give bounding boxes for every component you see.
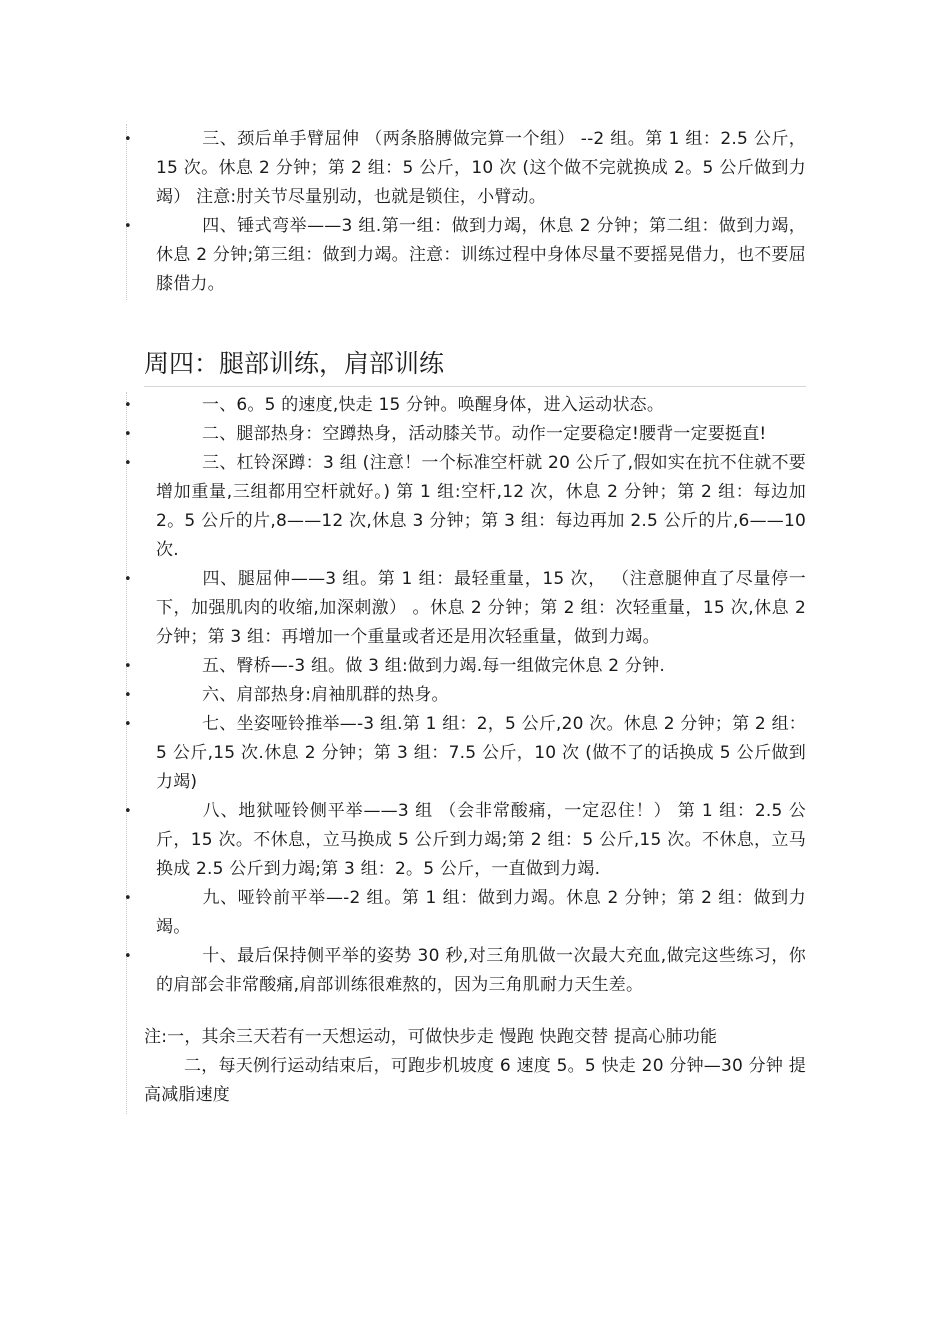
list-item-text: 四、腿屈伸——3 组。第 1 组：最轻重量，15 次， （注意腿伸直了尽量停一下，加强肌肉的收缩,加深刺激） 。休息 2 分钟；第 2 组：次轻重量，15 次,休息 2 分钟；第 3 组：再增加一个重量或者还是用次轻重量，做到力竭。 bbox=[156, 569, 806, 647]
bullet-icon: • bbox=[124, 659, 132, 674]
list-item bbox=[0, 942, 806, 1000]
bullet-icon: • bbox=[124, 398, 132, 413]
list-item-text: 九、哑铃前平举—-2 组。第 1 组：做到力竭。休息 2 分钟；第 2 组：做到力竭。 bbox=[156, 888, 806, 937]
exercise-list-thursday bbox=[0, 391, 950, 1000]
list-item bbox=[0, 449, 806, 565]
list-item bbox=[0, 125, 806, 212]
list-item bbox=[0, 884, 806, 942]
bullet-icon: • bbox=[124, 717, 132, 732]
bullet-icon: • bbox=[124, 219, 132, 234]
bullet-icon: • bbox=[124, 132, 132, 147]
list-item-text: 一、6。5 的速度,快走 15 分钟。唤醒身体，进入运动状态。 bbox=[202, 395, 665, 415]
list-item-text: 六、肩部热身:肩袖肌群的热身。 bbox=[202, 685, 449, 705]
list-item-text: 五、臀桥—-3 组。做 3 组:做到力竭.每一组做完休息 2 分钟. bbox=[202, 656, 665, 676]
note-paragraph-1: 注:一，其余三天若有一天想运动，可做快步走 慢跑 快跑交替 提高心肺功能 bbox=[144, 1027, 718, 1047]
exercise-list-top bbox=[0, 125, 950, 299]
list-item bbox=[0, 797, 806, 884]
bullet-icon: • bbox=[124, 804, 132, 819]
list-item-text: 四、锤式弯举——3 组.第一组：做到力竭，休息 2 分钟；第二组：做到力竭，休息 2 分钟;第三组：做到力竭。注意：训练过程中身体尽量不要摇晃借力，也不要屈膝借力。 bbox=[156, 216, 806, 294]
list-item-text: 三、杠铃深蹲：3 组 (注意！一个标准空杆就 20 公斤了,假如实在抗不住就不要增加重量,三组都用空杆就好。) 第 1 组:空杆,12 次，休息 2 分钟；第 2 组：每边加 2。5 公斤的片,8——12 次,休息 3 分钟；第 3 组：每边再加 2.5 公斤的片,6——10 次. bbox=[156, 453, 806, 560]
bullet-icon: • bbox=[124, 456, 132, 471]
note-paragraph-2: 二，每天例行运动结束后，可跑步机坡度 6 速度 5。5 快走 20 分钟—30 分钟 提高减脂速度 bbox=[144, 1056, 806, 1105]
list-item bbox=[0, 391, 806, 420]
bullet-icon: • bbox=[124, 949, 132, 964]
bullet-icon: • bbox=[124, 891, 132, 906]
bullet-icon: • bbox=[124, 427, 132, 442]
list-item-text: 二、腿部热身：空蹲热身，活动膝关节。动作一定要稳定!腰背一定要挺直! bbox=[202, 424, 767, 444]
list-item bbox=[0, 710, 806, 797]
list-item-text: 十、最后保持侧平举的姿势 30 秒,对三角肌做一次最大充血,做完这些练习，你的肩部会非常酸痛,肩部训练很难熬的，因为三角肌耐力天生差。 bbox=[156, 946, 806, 995]
section-heading-thursday: 周四：腿部训练，肩部训练 bbox=[144, 344, 806, 387]
list-item bbox=[0, 420, 806, 449]
list-item-text: 八、地狱哑铃侧平举——3 组 （会非常酸痛，一定忍住！） 第 1 组：2.5 公斤，15 次。不休息，立马换成 5 公斤到力竭;第 2 组：5 公斤,15 次。不休息，立马换成 2.5 公斤到力竭;第 3 组：2。5 公斤，一直做到力竭. bbox=[156, 801, 806, 879]
bullet-icon: • bbox=[124, 572, 132, 587]
list-item bbox=[0, 565, 806, 652]
list-item-text: 三、颈后单手臂屈伸 （两条胳膊做完算一个组） --2 组。第 1 组：2.5 公斤，15 次。休息 2 分钟；第 2 组：5 公斤，10 次 (这个做不完就换成 2。5 公斤做到力竭） 注意:肘关节尽量别动，也就是锁住，小臂动。 bbox=[156, 129, 806, 207]
bullet-icon: • bbox=[124, 688, 132, 703]
list-item bbox=[0, 652, 806, 681]
list-item bbox=[0, 212, 806, 299]
list-item-text: 七、坐姿哑铃推举—-3 组.第 1 组：2，5 公斤,20 次。休息 2 分钟；第 2 组：5 公斤,15 次.休息 2 分钟；第 3 组：7.5 公斤，10 次 (做不了的话换成 5 公斤做到力竭) bbox=[156, 714, 806, 792]
list-item bbox=[0, 681, 806, 710]
notes-block bbox=[144, 1023, 806, 1110]
